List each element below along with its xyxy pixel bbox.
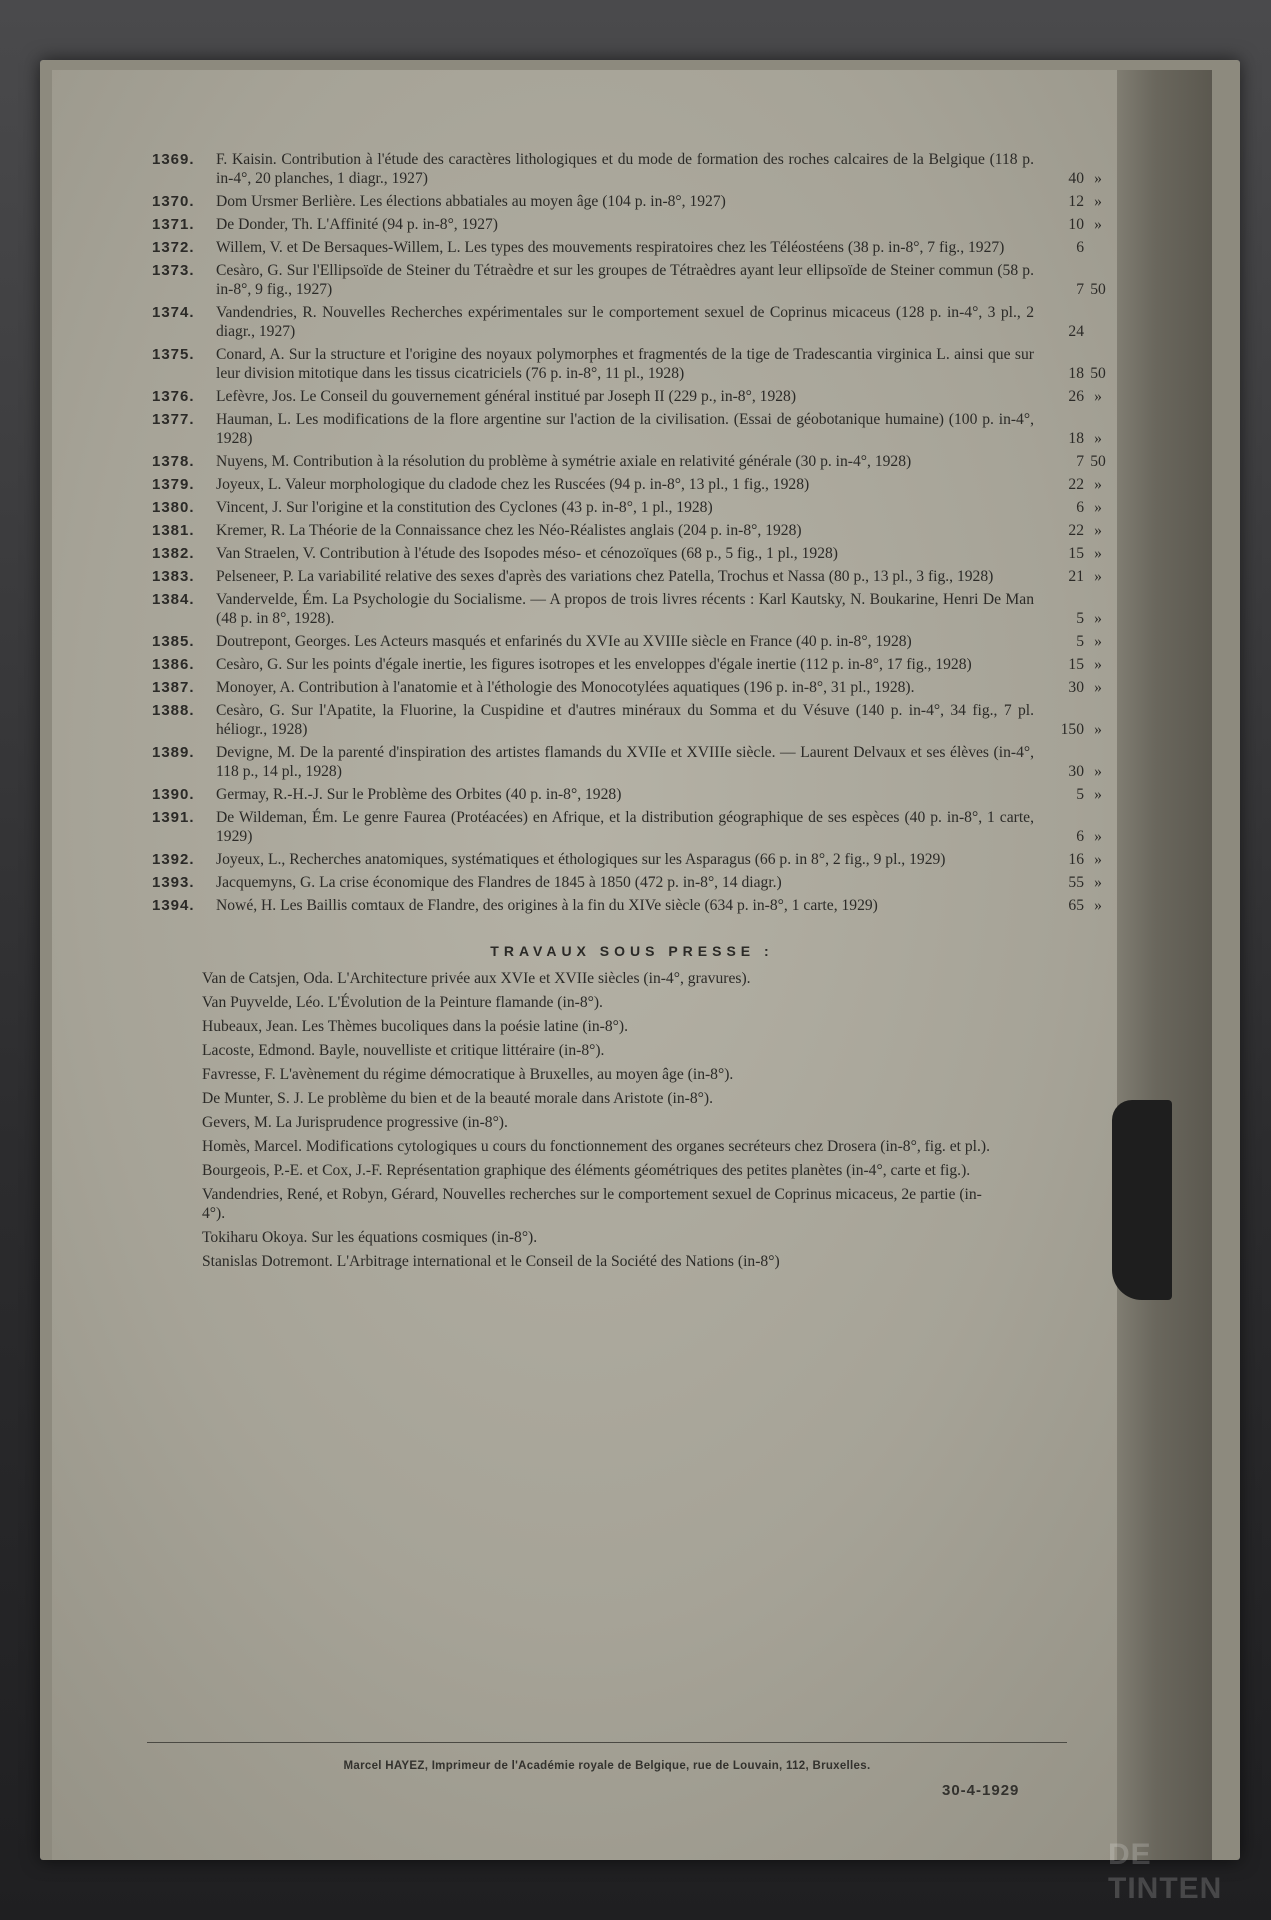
entry-price-unit: » (1094, 545, 1102, 562)
entry-price: 30 (1068, 679, 1084, 696)
watermark: DE TINTEN (1108, 1838, 1223, 1905)
catalog-entry (152, 303, 1112, 341)
entry-number: 1386. (152, 656, 195, 673)
entry-text: Nowé, H. Les Baillis comtaux de Flandre, des origines à la fin du XIVe siècle (634 p. in-8°, 1 carte, 1929) (216, 897, 878, 914)
catalog-list (152, 150, 1112, 915)
entry-price: 7 (1076, 453, 1084, 470)
print-date: 30-4-1929 (942, 1782, 1020, 1799)
catalog-entry (152, 410, 1112, 448)
entry-price: 15 (1068, 656, 1084, 673)
catalog-entry (152, 387, 1112, 406)
entry-price: 18 (1068, 365, 1084, 382)
entry-number: 1389. (152, 744, 195, 761)
catalog-entry (152, 544, 1112, 563)
entry-text: Joyeux, L., Recherches anatomiques, systématiques et éthologiques sur les Asparagus (66 p. in 8°, 2 fig., 9 pl., 1929) (216, 851, 946, 868)
entry-price-unit: » (1094, 170, 1102, 187)
entry-text: Germay, R.-H.-J. Sur le Problème des Orbites (40 p. in-8°, 1928) (216, 786, 622, 803)
press-item: Favresse, F. L'avènement du régime démocratique à Bruxelles, au moyen âge (in-8°). (202, 1066, 734, 1083)
entry-number: 1374. (152, 304, 195, 321)
entry-text: Vandervelde, Ém. La Psychologie du Socialisme. — A propos de trois livres récents : Karl Kautsky, N. Boukarine, Henri De Man (48 p. in 8°, 1928). (216, 591, 1034, 627)
entry-number: 1393. (152, 874, 195, 891)
press-item: Bourgeois, P.-E. et Cox, J.-F. Représentation graphique des éléments géométriques des petites planètes (in-4°, carte et fig.). (202, 1162, 971, 1179)
entry-price-unit: » (1094, 851, 1102, 868)
catalog-entry (152, 192, 1112, 211)
entry-price: 30 (1068, 763, 1084, 780)
entry-price-unit: » (1094, 874, 1102, 891)
catalog-entry (152, 678, 1112, 697)
entry-price: 22 (1068, 522, 1084, 539)
entry-price: 18 (1068, 430, 1084, 447)
entry-price: 16 (1068, 851, 1084, 868)
entry-price: 6 (1076, 239, 1084, 256)
catalog-entry (152, 655, 1112, 674)
catalog-entry (152, 785, 1112, 804)
press-item: De Munter, S. J. Le problème du bien et de la beauté morale dans Aristote (in-8°). (202, 1090, 713, 1107)
catalog-entry (152, 150, 1112, 188)
press-item: Tokiharu Okoya. Sur les équations cosmiques (in-8°). (202, 1229, 538, 1246)
entry-price-unit: » (1094, 430, 1102, 447)
catalog-entry (152, 873, 1112, 892)
entry-number: 1369. (152, 151, 195, 168)
entry-price-unit: » (1094, 679, 1102, 696)
catalog-entry (152, 632, 1112, 651)
entry-number: 1380. (152, 499, 195, 516)
entry-text: F. Kaisin. Contribution à l'étude des caractères lithologiques et du mode de formation des roches calcaires de la Belgique (118 p. in-4°, 20 planches, 1 diagr., 1927) (216, 151, 1034, 187)
divider (147, 1742, 1067, 1743)
entry-price: 15 (1068, 545, 1084, 562)
catalog-entry (152, 808, 1112, 846)
catalog-entry (152, 475, 1112, 494)
entry-number: 1388. (152, 702, 195, 719)
printer-line: Marcel HAYEZ, Imprimeur de l'Académie royale de Belgique, rue de Louvain, 112, Bruxelles. (343, 1760, 871, 1772)
entry-price: 5 (1076, 786, 1084, 803)
entry-number: 1371. (152, 216, 195, 233)
press-item: Lacoste, Edmond. Bayle, nouvelliste et critique littéraire (in-8°). (202, 1042, 605, 1059)
entry-price: 5 (1076, 610, 1084, 627)
catalog-entry (152, 850, 1112, 869)
catalog-entry (152, 590, 1112, 628)
entry-text: Lefèvre, Jos. Le Conseil du gouvernement général institué par Joseph II (229 p., in-8°, 1928) (216, 388, 797, 405)
entry-number: 1383. (152, 568, 195, 585)
entry-text: Pelseneer, P. La variabilité relative des sexes d'après des variations chez Patella, Trochus et Nassa (80 p., 13 pl., 3 fig., 1928) (216, 568, 994, 585)
entry-number: 1373. (152, 262, 195, 279)
entry-price-unit: 50 (1090, 453, 1106, 470)
catalog-entry (152, 261, 1112, 299)
entry-number: 1381. (152, 522, 195, 539)
entry-text: De Wildeman, Ém. Le genre Faurea (Protéacées) en Afrique, et la distribution géographique de ses espèces (40 p. in-8°, 1 carte, 1929) (216, 809, 1034, 845)
entry-number: 1390. (152, 786, 195, 803)
catalog-entry (152, 345, 1112, 383)
catalog-entry (152, 896, 1112, 915)
entry-text: Jacquemyns, G. La crise économique des Flandres de 1845 à 1850 (472 p. in-8°, 14 diagr.) (216, 874, 782, 891)
press-title: TRAVAUX SOUS PRESSE : (490, 943, 774, 959)
catalog-entry (152, 498, 1112, 517)
entry-price-unit: » (1094, 568, 1102, 585)
catalog-entry (152, 567, 1112, 586)
press-item: Stanislas Dotremont. L'Arbitrage international et le Conseil de la Société des Nations (in-8°) (202, 1253, 780, 1270)
entry-price: 12 (1068, 193, 1084, 210)
entry-price-unit: » (1094, 763, 1102, 780)
entry-price: 26 (1068, 388, 1084, 405)
entry-number: 1382. (152, 545, 195, 562)
entry-price-unit: » (1094, 193, 1102, 210)
catalog-entry (152, 238, 1112, 257)
entry-price-unit: » (1094, 633, 1102, 650)
entry-text: Devigne, M. De la parenté d'inspiration des artistes flamands du XVIIe et XVIIIe siècle. — Laurent Delvaux et ses élèves (in-4°, 118 p., 14 pl., 1928) (216, 744, 1034, 780)
entry-price: 24 (1068, 323, 1084, 340)
entry-price-unit: » (1094, 828, 1102, 845)
entry-text: Vandendries, R. Nouvelles Recherches expérimentales sur le comportement sexuel de Coprinus micaceus (128 p. in-4°, 3 pl., 2 diagr., 1927) (216, 304, 1034, 340)
entry-price-unit: » (1094, 656, 1102, 673)
entry-number: 1385. (152, 633, 195, 650)
entry-price: 5 (1076, 633, 1084, 650)
entry-number: 1394. (152, 897, 195, 914)
catalog-content (152, 150, 1112, 1276)
catalog-entry (152, 743, 1112, 781)
entry-text: Kremer, R. La Théorie de la Connaissance chez les Néo-Réalistes anglais (204 p. in-8°, 1928) (216, 522, 802, 539)
entry-text: Cesàro, G. Sur l'Apatite, la Fluorine, la Cuspidine et d'autres minéraux du Somma et du Vésuve (140 p. in-4°, 34 fig., 7 pl. héliogr., 1928) (216, 702, 1034, 738)
press-list (152, 969, 1112, 1271)
press-item: Hubeaux, Jean. Les Thèmes bucoliques dans la poésie latine (in-8°). (202, 1018, 628, 1035)
catalog-entry (152, 701, 1112, 739)
entry-number: 1378. (152, 453, 195, 470)
entry-number: 1392. (152, 851, 195, 868)
entry-number: 1377. (152, 411, 195, 428)
entry-price-unit: » (1094, 786, 1102, 803)
catalog-entry (152, 521, 1112, 540)
entry-text: Dom Ursmer Berlière. Les élections abbatiales au moyen âge (104 p. in-8°, 1927) (216, 193, 726, 210)
entry-price-unit: 50 (1090, 365, 1106, 382)
entry-text: Vincent, J. Sur l'origine et la constitution des Cyclones (43 p. in-8°, 1 pl., 1928) (216, 499, 713, 516)
entry-price-unit: » (1094, 522, 1102, 539)
entry-number: 1384. (152, 591, 195, 608)
entry-text: Van Straelen, V. Contribution à l'étude des Isopodes méso- et cénozoïques (68 p., 5 fig., 1 pl., 1928) (216, 545, 838, 562)
entry-text: Monoyer, A. Contribution à l'anatomie et à l'éthologie des Monocotylées aquatiques (196 p. in-8°, 31 pl., 1928). (216, 679, 915, 696)
entry-price: 21 (1068, 568, 1084, 585)
entry-price: 40 (1068, 170, 1084, 187)
entry-price: 7 (1076, 281, 1084, 298)
entry-number: 1370. (152, 193, 195, 210)
entry-number: 1391. (152, 809, 195, 826)
catalog-entry (152, 452, 1112, 471)
entry-text: Nuyens, M. Contribution à la résolution du problème à symétrie axiale en relativité générale (30 p. in-4°, 1928) (216, 453, 912, 470)
entry-price: 6 (1076, 828, 1084, 845)
back-page (52, 70, 1212, 1860)
entry-text: Conard, A. Sur la structure et l'origine des noyaux polymorphes et fragmentés de la tige de Tradescantia virginica L. ainsi que sur leur division mitotique dans les tissus cicatriciels (76 p. in-8°, 11 pl., 1928) (216, 346, 1034, 382)
entry-text: Joyeux, L. Valeur morphologique du cladode chez les Ruscées (94 p. in-8°, 13 pl., 1 fig., 1928) (216, 476, 810, 493)
entry-price-unit: 50 (1090, 281, 1106, 298)
entry-text: Willem, V. et De Bersaques-Willem, L. Les types des mouvements respiratoires chez les Téléostéens (38 p. in-8°, 7 fig., 1927) (216, 239, 1005, 256)
entry-price-unit: » (1094, 476, 1102, 493)
entry-price-unit: » (1094, 388, 1102, 405)
entry-number: 1379. (152, 476, 195, 493)
entry-text: De Donder, Th. L'Affinité (94 p. in-8°, 1927) (216, 216, 498, 233)
press-item: Vandendries, René, et Robyn, Gérard, Nouvelles recherches sur le comportement sexuel de Coprinus micaceus, 2e partie (in-4°). (202, 1186, 982, 1222)
entry-number: 1387. (152, 679, 195, 696)
entry-number: 1372. (152, 239, 195, 256)
entry-price-unit: » (1094, 897, 1102, 914)
press-item: Van Puyvelde, Léo. L'Évolution de la Peinture flamande (in-8°). (202, 994, 603, 1011)
entry-text: Cesàro, G. Sur les points d'égale inertie, les figures isotropes et les enveloppes d'égale inertie (112 p. in-8°, 17 fig., 1928) (216, 656, 972, 673)
entry-price-unit: » (1094, 610, 1102, 627)
entry-price: 55 (1068, 874, 1084, 891)
entry-text: Cesàro, G. Sur l'Ellipsoïde de Steiner du Tétraèdre et sur les groupes de Tétraèdres ayant leur ellipsoïde de Steiner commun (58 p. in-8°, 9 fig., 1927) (216, 262, 1034, 298)
catalog-entry (152, 215, 1112, 234)
press-item: Homès, Marcel. Modifications cytologiques u cours du fonctionnement des organes secréteurs chez Drosera (in-8°, fig. et pl.). (202, 1138, 991, 1155)
tear-hole (1112, 1100, 1172, 1300)
entry-price-unit: » (1094, 499, 1102, 516)
torn-edge (1117, 70, 1212, 1860)
entry-text: Doutrepont, Georges. Les Acteurs masqués et enfarinés du XVIe au XVIIIe siècle en France (40 p. in-8°, 1928) (216, 633, 912, 650)
entry-price: 150 (1060, 721, 1084, 738)
entry-number: 1375. (152, 346, 195, 363)
press-item: Van de Catsjen, Oda. L'Architecture privée aux XVIe et XVIIe siècles (in-4°, gravures). (202, 970, 751, 987)
entry-price-unit: » (1094, 721, 1102, 738)
entry-price: 10 (1068, 216, 1084, 233)
entry-text: Hauman, L. Les modifications de la flore argentine sur l'action de la civilisation. (Essai de géobotanique humaine) (100 p. in-4°, 1928) (216, 411, 1034, 447)
press-item: Gevers, M. La Jurisprudence progressive (in-8°). (202, 1114, 508, 1131)
entry-price-unit: » (1094, 216, 1102, 233)
entry-price: 65 (1068, 897, 1084, 914)
entry-number: 1376. (152, 388, 195, 405)
entry-price: 6 (1076, 499, 1084, 516)
entry-price: 22 (1068, 476, 1084, 493)
